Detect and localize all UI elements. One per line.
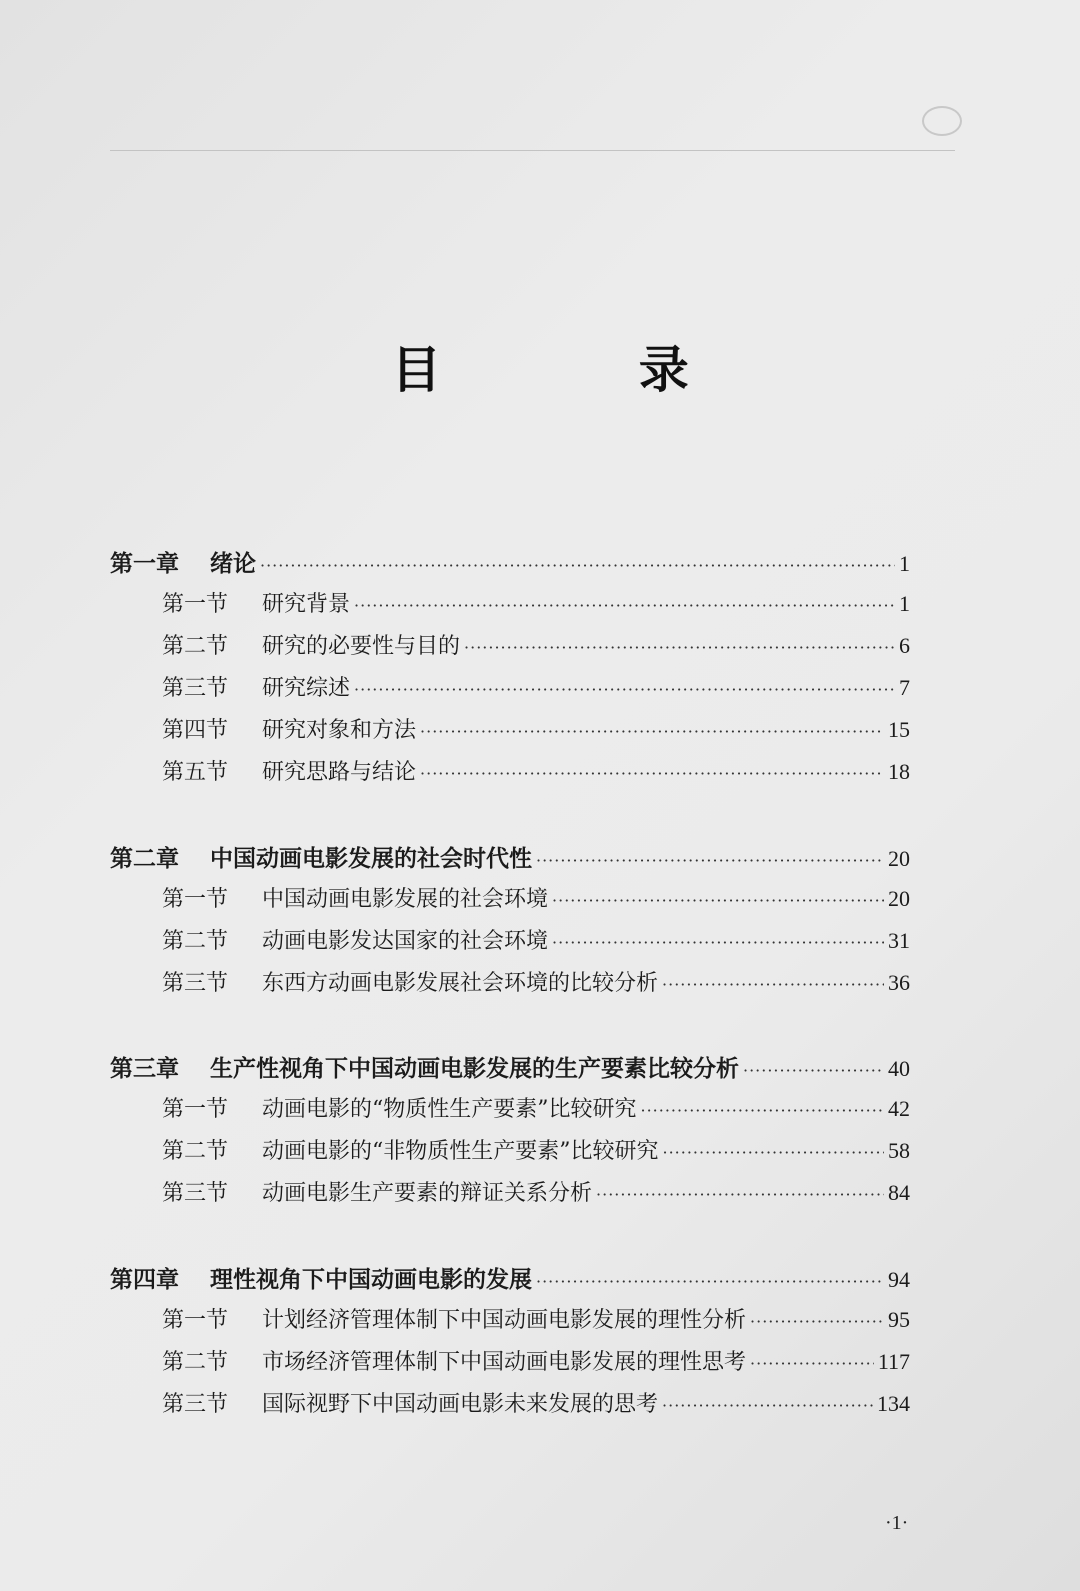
chapter-title: 中国动画电影发展的社会时代性 (210, 846, 532, 872)
section-page-number: 7 (899, 675, 910, 700)
chapter-page-number: 40 (888, 1056, 910, 1081)
section-number: 第三节 (162, 1392, 229, 1417)
section-title: 动画电影生产要素的辩证关系分析 (262, 1181, 593, 1206)
leader-dots (536, 851, 884, 870)
section-title: 动画电影的“物质性生产要素”比较研究 (262, 1097, 637, 1122)
leader-dots (743, 1061, 884, 1080)
section-page-number: 20 (888, 886, 910, 911)
toc-section-1-4 (162, 713, 910, 744)
section-number: 第五节 (162, 760, 229, 785)
section-number: 第一节 (162, 887, 229, 912)
section-number: 第一节 (162, 1308, 229, 1333)
toc-chapter-1 (110, 545, 910, 578)
leader-dots (420, 722, 884, 741)
toc-section-3-2 (162, 1134, 910, 1165)
page-title: 目 录 (391, 340, 779, 399)
leader-dots (354, 680, 895, 699)
toc-section-1-5 (162, 755, 910, 786)
leader-dots (596, 1185, 884, 1204)
section-number: 第三节 (162, 1181, 229, 1206)
section-number: 第一节 (162, 592, 229, 617)
section-page-number: 58 (888, 1138, 910, 1163)
section-title: 国际视野下中国动画电影未来发展的思考 (262, 1392, 659, 1417)
section-page-number: 18 (888, 759, 910, 784)
section-page-number: 6 (899, 633, 910, 658)
toc-section-4-2 (162, 1345, 910, 1376)
chapter-page-number: 20 (888, 846, 910, 871)
section-title: 中国动画电影发展的社会环境 (262, 887, 549, 912)
chapter-number: 第一章 (110, 551, 179, 577)
section-title: 研究对象和方法 (262, 718, 417, 743)
leader-dots (552, 933, 884, 952)
section-page-number: 1 (899, 591, 910, 616)
chapter-title: 理性视角下中国动画电影的发展 (210, 1267, 532, 1293)
toc-section-3-3 (162, 1176, 910, 1207)
toc-chapter-2 (110, 840, 910, 873)
section-page-number: 31 (888, 928, 910, 953)
leader-dots (750, 1312, 884, 1331)
section-page-number: 36 (888, 970, 910, 995)
section-number: 第二节 (162, 1350, 229, 1375)
toc-chapter-4 (110, 1261, 910, 1294)
section-title: 研究的必要性与目的 (262, 634, 461, 659)
section-title: 研究背景 (262, 592, 351, 617)
section-number: 第四节 (162, 718, 229, 743)
toc-section-4-3 (162, 1387, 910, 1418)
section-number: 第三节 (162, 676, 229, 701)
show-through-header-ornament (922, 106, 962, 136)
page-folio: ·1· (885, 1512, 909, 1534)
toc-chapter-3 (110, 1050, 910, 1083)
toc-section-1-2 (162, 629, 910, 660)
section-page-number: 134 (877, 1391, 910, 1416)
section-title: 东西方动画电影发展社会环境的比较分析 (262, 971, 659, 996)
chapter-page-number: 1 (899, 551, 910, 576)
toc-section-4-1 (162, 1303, 910, 1334)
toc-section-1-1 (162, 587, 910, 618)
section-number: 第二节 (162, 929, 229, 954)
section-title: 研究思路与结论 (262, 760, 417, 785)
section-title: 研究综述 (262, 676, 351, 701)
toc-section-3-1 (162, 1092, 910, 1123)
chapter-number: 第三章 (110, 1056, 179, 1082)
section-number: 第一节 (162, 1097, 229, 1122)
section-title: 动画电影发达国家的社会环境 (262, 929, 549, 954)
toc-section-2-1 (162, 882, 910, 913)
chapter-number: 第四章 (110, 1267, 179, 1293)
leader-dots (536, 1272, 884, 1291)
leader-dots (641, 1101, 885, 1120)
leader-dots (420, 764, 884, 783)
section-page-number: 117 (877, 1349, 910, 1374)
section-page-number: 95 (888, 1307, 910, 1332)
section-title: 动画电影的“非物质性生产要素”比较研究 (262, 1139, 659, 1164)
leader-dots (260, 556, 895, 575)
leader-dots (663, 1143, 885, 1162)
show-through-header-rule (110, 150, 955, 151)
section-title: 计划经济管理体制下中国动画电影发展的理性分析 (262, 1308, 747, 1333)
chapter-title: 生产性视角下中国动画电影发展的生产要素比较分析 (210, 1056, 739, 1082)
leader-dots (662, 1396, 873, 1415)
section-title: 市场经济管理体制下中国动画电影发展的理性思考 (262, 1350, 747, 1375)
section-page-number: 84 (888, 1180, 910, 1205)
leader-dots (750, 1354, 874, 1373)
leader-dots (354, 596, 895, 615)
section-page-number: 15 (888, 717, 910, 742)
leader-dots (552, 891, 884, 910)
chapter-page-number: 94 (888, 1267, 910, 1292)
chapter-number: 第二章 (110, 846, 179, 872)
chapter-title: 绪论 (210, 551, 256, 577)
section-page-number: 42 (888, 1096, 910, 1121)
leader-dots (464, 638, 895, 657)
section-number: 第二节 (162, 1139, 229, 1164)
toc-section-1-3 (162, 671, 910, 702)
toc-section-2-3 (162, 966, 910, 997)
section-number: 第三节 (162, 971, 229, 996)
leader-dots (662, 975, 884, 994)
toc-section-2-2 (162, 924, 910, 955)
section-number: 第二节 (162, 634, 229, 659)
